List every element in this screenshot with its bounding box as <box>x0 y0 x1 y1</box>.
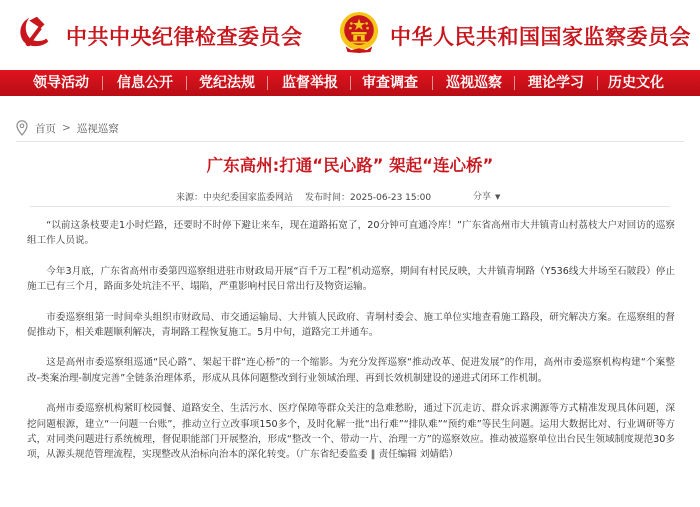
paragraph: 市委巡察组第一时间牵头组织市财政局、市交通运输局、大井镇人民政府、青垌村委会、施工单位实地查看施工路段，研究解决方案。在巡察组的督促推动下，相关难题顺利解决，青垌路工程恢复施工。5月中旬，道路完工并通车。 <box>27 311 675 339</box>
nav-item-leadership[interactable]: 领导活动 <box>33 75 89 91</box>
article-body <box>27 218 675 478</box>
breadcrumb-current[interactable]: 巡视巡察 <box>76 122 119 135</box>
nav-separator <box>597 76 598 90</box>
article-title: 广东高州:打通“民心路” 架起“连心桥” <box>206 156 494 175</box>
main-nav <box>0 70 700 96</box>
nav-item-regulations[interactable]: 党纪法规 <box>199 75 255 91</box>
nav-separator <box>267 76 268 90</box>
nav-item-info-disclosure[interactable]: 信息公开 <box>117 75 173 91</box>
breadcrumb-separator: > <box>62 122 71 134</box>
nav-separator <box>102 76 103 90</box>
nav-item-report[interactable]: 监督举报 <box>282 75 338 91</box>
nav-separator <box>432 76 433 90</box>
nav-separator <box>514 76 515 90</box>
nav-item-theory[interactable]: 理论学习 <box>528 75 584 91</box>
paragraph: “以前这条枝要走1小时烂路，还要时不时停下避让来车，现在道路拓宽了，20分钟可直通冷库！”广东省高州市大井镇青山村荔枝大户对回访的巡察组工作人员说。 <box>27 220 675 247</box>
nav-item-inspection[interactable]: 巡视巡察 <box>446 75 502 91</box>
nsc-title[interactable]: 中华人民共和国国家监察委员会 <box>390 24 691 49</box>
chevron-down-icon: ▼ <box>495 193 501 201</box>
paragraph: 今年3月底，广东省高州市委第四巡察组进驻市财政局开展“百千万工程”机动巡察，期间有村民反映，大井镇青垌路（Y536线大井场至石陂段）停止施工已有三个月，路面多处坑洼不平、塌陷，严重影响村民日常出行及物资运输。 <box>27 265 675 293</box>
divider <box>16 141 684 142</box>
paragraph: 这是高州市委巡察组巡通“民心路”、架起干群“连心桥”的一个缩影。为充分发挥巡察“推动改革、促进发展”的作用，高州市委巡察机构构建“个案整改-类案治理-制度完善”全链条治理体系，形成从具体问题整改到行业领域治理、再到长效机制建设的递进式闭环工作机制。 <box>27 357 675 384</box>
article-meta <box>176 190 431 203</box>
nav-item-investigation[interactable]: 审查调查 <box>362 75 418 91</box>
divider <box>30 206 670 207</box>
nav-separator <box>186 76 187 90</box>
site-header <box>0 0 700 72</box>
share-label: 分享 <box>473 192 492 202</box>
paragraph: 高州市委巡察机构紧盯校园餐、道路安全、生活污水、医疗保障等群众关注的急难愁盼，通过下沉走访、群众诉求溯源等方式精准发现具体问题，深挖问题根源，建立“一问题一台账”，推动立行立改事项150多个，及时化解一批“出行难”“排队难”“预约难”等民生问题。运用大数据比对、行业调研等方式，对同类问题进行系统梳理，督促职能部门开展整治，形成“整改一个、带动一片、治理一方”的巡察效应。推动被巡察单位出台民生领域制度规范30多项，从源头规范管理流程，实现整改从治标向治本的深化转变。（广东省纪委监委 ‖ 责任编辑 刘婧皓） <box>27 403 675 461</box>
location-pin-icon <box>16 120 28 136</box>
cpc-ccdi-title[interactable]: 中共中央纪律检查委员会 <box>66 24 303 49</box>
breadcrumb <box>16 120 119 136</box>
nav-item-history[interactable]: 历史文化 <box>608 75 664 91</box>
national-emblem-icon[interactable] <box>338 10 380 54</box>
nav-separator <box>350 76 351 90</box>
article-source: 来源：中央纪委国家监委网站 <box>176 193 294 203</box>
party-emblem-icon[interactable] <box>16 13 54 51</box>
share-button[interactable] <box>473 189 500 202</box>
article-publish-time: 发布时间：2025-06-23 15:00 <box>305 193 432 203</box>
breadcrumb-home[interactable]: 首页 <box>35 122 56 135</box>
